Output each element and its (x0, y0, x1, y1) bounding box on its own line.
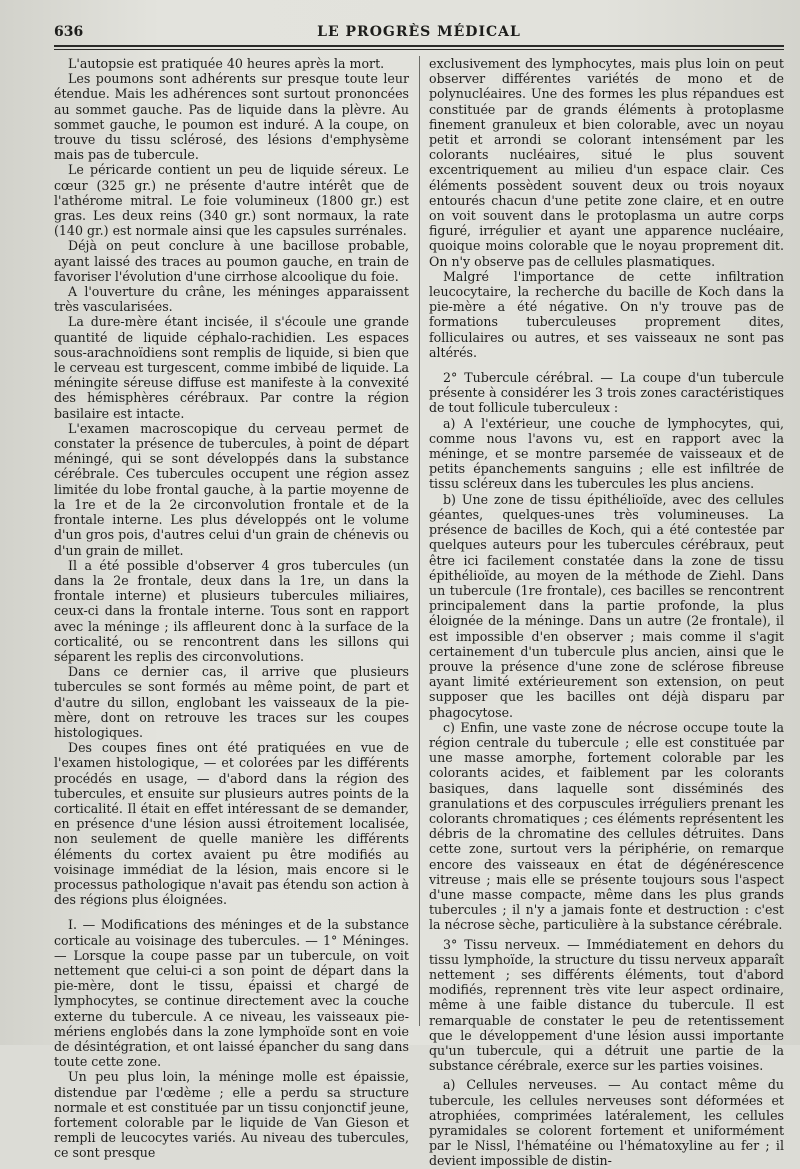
paragraph: Le péricarde contient un peu de liquide séreux. Le cœur (325 gr.) ne présente d'autre intérêt que de l'athérome mitral. Le foie volumineux (1800 gr.) est gras. Les deux reins (340 gr.) sont normaux, la rate (140 gr.) est normale ainsi que les capsules surrénales. (54, 162, 409, 239)
left-column (54, 56, 409, 1161)
right-column (419, 56, 784, 1169)
paragraph: Un peu plus loin, la méninge molle est épaissie, distendue par l'œdème ; elle a perdu sa structure normale et est constituée par un tissu conjonctif jeune, fortement colorable par le liquide de Van Gieson et rempli de leucocytes variés. Au niveau des tubercules, ce sont presque (54, 1069, 409, 1161)
paragraph: a) Cellules nerveuses. — Au contact même du tubercule, les cellules nerveuses sont déformées et atrophiées, comprimées latéralement, les cellules pyramidales se colorent fortement et uniformément par le Nissl, l'hématéine ou l'hématoxyline au fer ; il devient impossible de distin- (429, 1077, 784, 1169)
paragraph: A l'ouverture du crâne, les méninges apparaissent très vascularisées. (54, 284, 409, 315)
paragraph: L'autopsie est pratiquée 40 heures après la mort. (68, 56, 385, 71)
paragraph: exclusivement des lymphocytes, mais plus loin on peut observer différentes variétés de mono et de polynucléaires. Une des formes les plus répandues est constituée par de grands éléments à protoplasme finement granuleux et bien colorable, avec un noyau petit et arrondi se colorant intensément par les colorants nucléaires, situé le plus souvent excentriquement au milieu d'un espace clair. Ces éléments possèdent souvent deux ou trois noyaux entourés chacun d'une petite zone claire, et en outre on voit souvent dans le protoplasma un autre corps figuré, irrégulier et ayant une apparence nucléaire, quoique moins colorable que le noyau proprement dit. On n'y observe pas de cellules plasmatiques. (429, 56, 784, 269)
paragraph: Déjà on peut conclure à une bacillose probable, ayant laissé des traces au poumon gauche, en train de favoriser l'évolution d'une cirrhose alcoolique du foie. (54, 238, 409, 284)
subsection-paragraph: 3° Tissu nerveux. — Immédiatement en dehors du tissu lymphoïde, la structure du tissu nerveux apparaît nettement ; ses différents éléments, tout d'abord modifiés, reprennent très vite leur aspect ordinaire, même à une faible distance du tubercule. Il est remarquable de constater le peu de retentissement que le développement d'une lésion aussi importante qu'un tubercule, qui a détruit une partie de la substance cérébrale, exerce sur les parties voisines. (429, 936, 784, 1074)
running-title: LE PROGRÈS MÉDICAL (317, 24, 521, 40)
paragraph: L'examen macroscopique du cerveau permet de constater la présence de tubercules, à point de départ méningé, qui se sont développés dans la substance cérébrale. Ces tubercules occupent une région assez limitée du lobe frontal gauche, à la partie moyenne de la 1re et de la 2e circonvolution frontale et de la frontale interne. Les plus développés ont le volume d'un gros pois, d'autres celui d'un grain de chénevis ou d'un grain de millet. (54, 420, 409, 558)
page-header (54, 24, 784, 45)
subsection-paragraph: 2° Tubercule cérébral. — La coupe d'un tubercule présente à considérer les 3 trois zones caractéristiques de tout follicule tuberculeux : (429, 370, 784, 416)
paragraph: b) Une zone de tissu épithélioïde, avec des cellules géantes, quelques-unes très volumineuses. La présence de bacilles de Koch, qui a été contestée par quelques auteurs pour les tubercules cérébraux, peut être ici facilement constatée dans la zone de tissu épithélioïde, au moyen de la méthode de Ziehl. Dans un tubercule (1re frontale), ces bacilles se rencontrent principalement dans la partie profonde, la plus éloignée de la méninge. Dans un autre (2e frontale), il est impossible d'en observer ; mais comme il s'agit certainement d'un tubercule plus ancien, ainsi que le prouve la présence d'une zone de sclérose fibreuse ayant limité extérieurement son extension, on peut supposer que les bacilles ont déjà disparu par phagocytose. (429, 491, 784, 720)
paragraph: Les poumons sont adhérents sur presque toute leur étendue. Mais les adhérences sont surtout prononcées au sommet gauche. Pas de liquide dans la plèvre. Au sommet gauche, le poumon est induré. A la coupe, on trouve du tissu sclérosé, des lésions d'emphysème mais pas de tubercule. (54, 71, 409, 163)
paragraph: Des coupes fines ont été pratiquées en vue de l'examen histologique, — et colorées par les différents procédés en usage, — d'abord dans la région des tubercules, et ensuite sur plusieurs autres points de la corticalité. Il était en effet intéressant de se demander, en présence d'une lésion aussi étroitement localisée, non seulement de quelle manière les différents éléments du cortex avaient pu être modifiés au voisinage immédiat de la lésion, mais encore si le processus pathologique n'avait pas étendu son action à des régions plus éloignées. (54, 740, 409, 908)
paragraph: Dans ce dernier cas, il arrive que plusieurs tubercules se sont formés au même point, de part et d'autre du sillon, englobant les vaisseaux de la pie-mère, dont on retrouve les traces sur les coupes histologiques. (54, 664, 409, 740)
paragraph: Il a été possible d'observer 4 gros tubercules (un dans la 2e frontale, deux dans la 1re, un dans la frontale interne) et plusieurs tubercules miliaires, ceux-ci dans la frontale interne. Tous sont en rapport avec la méninge ; ils affleurent donc à la surface de la corticalité, ou se rencontrent dans les sillons qui séparent les replis des circonvolutions. (54, 557, 409, 664)
paragraph: a) A l'extérieur, une couche de lymphocytes, qui, comme nous l'avons vu, est en rapport avec la méninge, et se montre parsemée de vaisseaux et de petits épanchements sanguins ; elle est infiltrée de tissu scléreux dans les tubercules les plus anciens. (429, 415, 784, 492)
header-rule (54, 45, 784, 50)
page-number: 636 (54, 24, 84, 40)
paragraph: c) Enfin, une vaste zone de nécrose occupe toute la région centrale du tubercule ; elle est constituée par une masse amorphe, fortement colorable par les colorants acides, et faiblement par les colorants basiques, dans laquelle sont disséminés des granulations et des corpuscules irréguliers prenant les colorants chromatiques ; ces éléments représentent les débris de la chromatine des cellules détruites. Dans cette zone, surtout vers la périphérie, on remarque encore des vaisseaux en état de dégénérescence vitreuse ; mais elle se présente toujours sous l'aspect d'une masse compacte, même dans les plus grands tubercules ; il n'y a jamais fonte et destruction : c'est la nécrose sèche, particulière à la substance cérébrale. (429, 719, 784, 933)
section-heading-paragraph: I. — Modifications des méninges et de la substance corticale au voisinage des tubercules. — 1° Méninges. — Lorsque la coupe passe par un tubercule, on voit nettement que celui-ci a son point de départ dans la pie-mère, dont le tissu, épaissi et chargé de lymphocytes, se continue directement avec la couche externe du tubercule. A ce niveau, les vaisseaux pie-mériens englobés dans la zone lymphoïde sont en voie de désintégration, et ont laissé épancher du sang dans toute cette zone. (54, 917, 409, 1070)
paragraph: Malgré l'importance de cette infiltration leucocytaire, la recherche du bacille de Koch dans la pie-mère a été négative. On n'y trouve pas de formations tuberculeuses proprement dites, folliculaires ou autres, et ses vaisseaux ne sont pas altérés. (429, 268, 784, 360)
paragraph: La dure-mère étant incisée, il s'écoule une grande quantité de liquide céphalo-rachidien. Les espaces sous-arachnoïdiens sont remplis de liquide, si bien que le cerveau est turgescent, comme imbibé de liquide. La méningite séreuse diffuse est manifeste à la convexité des hémisphères cérébraux. Par contre la région basilaire est intacte. (54, 314, 409, 421)
article-columns (54, 56, 784, 1169)
